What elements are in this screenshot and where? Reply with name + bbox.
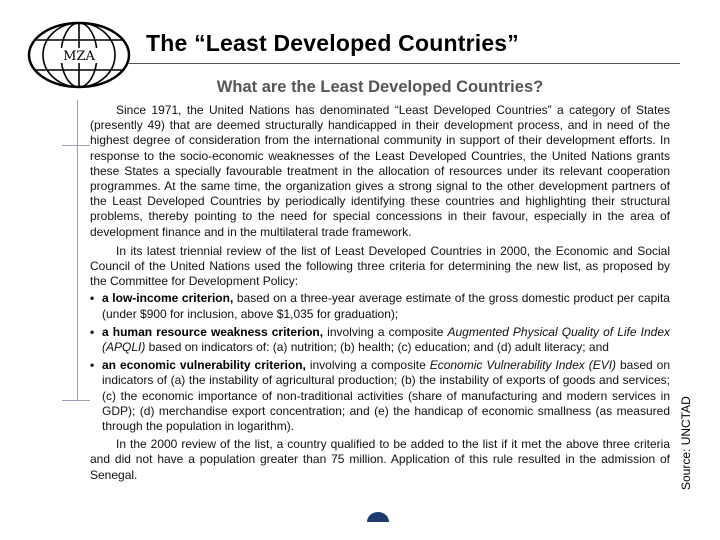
criterion-text: involving a composite: [323, 324, 448, 339]
document-scan: [90, 78, 670, 520]
criterion-index-name: Economic Vulnerability Index (EVI): [429, 358, 617, 373]
criterion-text: based on indicators of (a) the instability of agricultural production; (b) the instability of exports of goods and services; (c) the economic importance of non-traditional activities (share of manufacturing and modern services in GDP); (d) merchandise export concentration; and (e) the handicap of economic smallness (as measured through the population in logarithm).: [102, 358, 670, 434]
document-heading: What are the Least Developed Countries?: [216, 78, 544, 96]
criterion-title: an economic vulnerability criterion,: [102, 358, 306, 373]
title-divider: [128, 63, 680, 64]
slide-title: The “Least Developed Countries”: [146, 30, 519, 56]
decorative-line: [62, 400, 90, 401]
criterion-text: based on indicators of: (a) nutrition; (b) health; (c) education; and (d) adult literacy; and: [145, 340, 609, 355]
criterion-title: a human resource weakness criterion,: [102, 324, 324, 339]
list-item: [90, 358, 670, 434]
criterion-index-name: Augmented Physical Quality of Life Index (APQLI): [102, 324, 670, 355]
list-item: [90, 291, 670, 321]
review-paragraph: In its latest triennial review of the list of Least Developed Countries in 2000, the Economic and Social Council of the United Nations used the following three criteria for determining the new list, as proposed by the Committee for Development Policy:: [90, 243, 670, 289]
intro-paragraph: Since 1971, the United Nations has denominated “Least Developed Countries” a category of States (presently 49) that are deemed structurally handicapped in their development process, and in need of the highest degree of consideration from the international community in support of their development efforts. In response to the socio-economic weaknesses of the Least Developed Countries, the United Nations grants these States a specially favourable treatment in the allocation of resources under its relevant cooperation programmes. At the same time, the organization gives a strong signal to the other development partners of the Least Developed Countries by periodically identifying these countries and highlighting their structural problems, thereby pointing to the need for special concessions in their favour, especially in the area of development finance and in the multilateral trade framework.: [90, 103, 670, 239]
criteria-list: [90, 291, 670, 434]
criterion-title: a low-income criterion,: [102, 291, 234, 306]
list-item: [90, 325, 670, 355]
decorative-line: [62, 145, 90, 146]
page-marker-icon: [367, 512, 389, 522]
logo-text: MZA: [63, 49, 95, 64]
bullet: •: [90, 324, 95, 339]
conclusion-paragraph: In the 2000 review of the list, a country qualified to be added to the list if it met the above three criteria and did not have a population greater than 75 million. Application of this rule resulted in the admission of Senegal.: [90, 437, 670, 482]
bullet: •: [90, 358, 95, 373]
source-credit: Source: UNCTAD: [679, 396, 693, 490]
criterion-text: involving a composite: [305, 358, 430, 373]
bullet: •: [90, 291, 95, 306]
criterion-text: based on a three-year average estimate of the gross domestic product per capita (under $900 for inclusion, above $1,035 for graduation);: [102, 291, 670, 321]
